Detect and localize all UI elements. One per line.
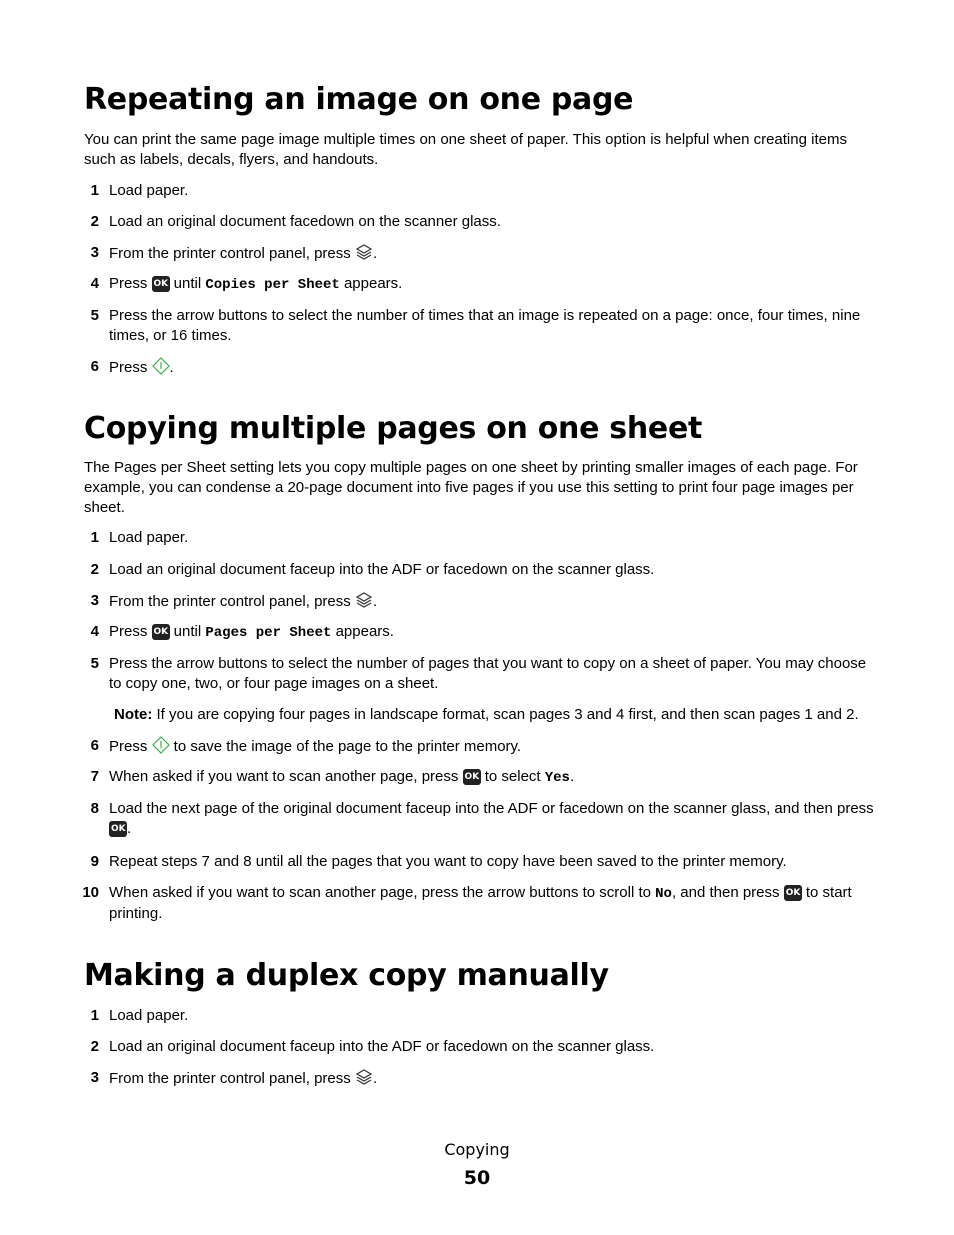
- copy-mode-icon: [355, 1068, 373, 1086]
- section-intro: The Pages per Sheet setting lets you copy multiple pages on one sheet by printing smaller images of each page. For example, you can condense a 20-page document into five pages if you use this setting to print four page images per sheet.: [84, 459, 858, 516]
- ok-button-icon: OK: [152, 624, 170, 640]
- note-label: Note:: [114, 706, 153, 723]
- ok-button-icon: OK: [109, 821, 127, 837]
- section-heading-repeating: Repeating an image on one page: [84, 82, 634, 117]
- ok-button-icon: OK: [463, 769, 481, 785]
- ok-button-icon: OK: [784, 885, 802, 901]
- ok-button-icon: OK: [152, 276, 170, 292]
- start-button-icon: [152, 736, 170, 754]
- section-heading-duplex: Making a duplex copy manually: [84, 958, 609, 993]
- footer-section-title: Copying: [444, 1140, 510, 1159]
- copy-mode-icon: [355, 591, 373, 609]
- section-intro: You can print the same page image multiple times on one sheet of paper. This option is helpful when creating items such as labels, decals, flyers, and handouts.: [84, 131, 847, 168]
- copy-mode-icon: [355, 243, 373, 261]
- section-heading-copying-multiple: Copying multiple pages on one sheet: [84, 411, 703, 446]
- page-number: 50: [463, 1167, 491, 1189]
- start-button-icon: [152, 357, 170, 375]
